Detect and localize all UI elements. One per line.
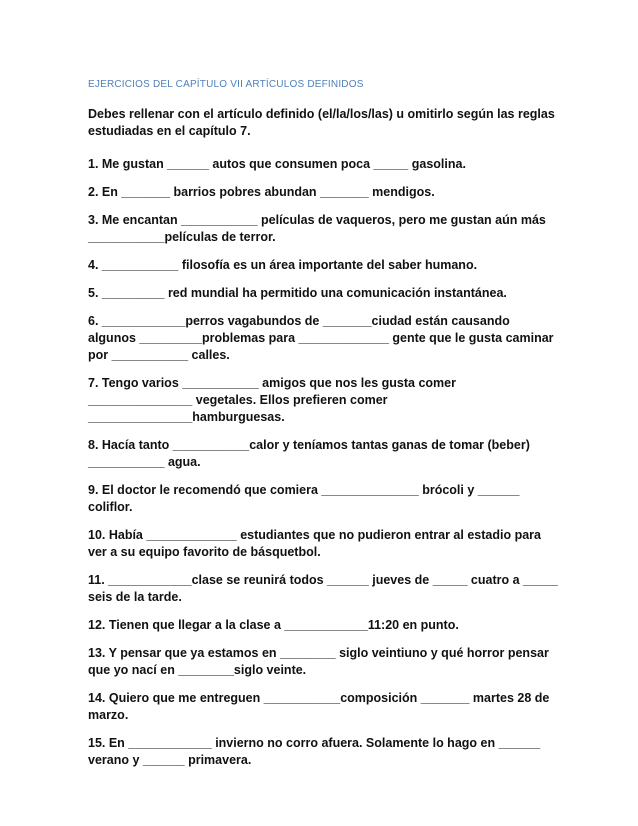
exercise-2: 2. En _______ barrios pobres abundan _______ mendigos. [88, 185, 435, 199]
exercise-5: 5. _________ red mundial ha permitido una comunicación instantánea. [88, 286, 507, 300]
exercise-4: 4. ___________ filosofía es un área importante del saber humano. [88, 258, 478, 272]
exercise-12: 12. Tienen que llegar a la clase a ____________11:20 en punto. [88, 618, 459, 632]
document-title: EJERCICIOS DEL CAPÍTULO VII ARTÍCULOS DEFINIDOS [88, 79, 364, 90]
exercise-14: 14. Quiero que me entreguen ___________composición _______ martes 28 de marzo. [88, 691, 553, 722]
exercise-11: 11. ____________clase se reunirá todos ______ jueves de _____ cuatro a _____ seis de la tarde. [88, 573, 562, 604]
exercise-8: 8. Hacía tanto ___________calor y teníamos tantas ganas de tomar (beber) ___________ agua. [88, 438, 534, 469]
worksheet-page [88, 78, 562, 780]
exercise-6: 6. ____________perros vagabundos de _______ciudad están causando algunos _________problemas para _____________ gente que le gusta caminar por ___________ calles. [88, 314, 558, 362]
exercise-1: 1. Me gustan ______ autos que consumen poca _____ gasolina. [88, 157, 466, 171]
exercise-15: 15. En ____________ invierno no corro afuera. Solamente lo hago en ______ verano y ______ primavera. [88, 736, 544, 767]
instructions-paragraph: Debes rellenar con el artículo definido (el/la/los/las) u omitirlo según las reglas estudiadas en el capítulo 7. [88, 107, 555, 138]
exercise-9: 9. El doctor le recomendó que comiera ______________ brócoli y ______ coliflor. [88, 483, 523, 514]
exercise-13: 13. Y pensar que ya estamos en ________ siglo veintiuno y qué horror pensar que yo nací en ________siglo veinte. [88, 646, 553, 677]
exercise-10: 10. Había _____________ estudiantes que no pudieron entrar al estadio para ver a su equipo favorito de básquetbol. [88, 528, 545, 559]
exercise-3: 3. Me encantan ___________ películas de vaqueros, pero me gustan aún más ___________películas de terror. [88, 213, 550, 244]
exercise-7: 7. Tengo varios ___________ amigos que nos les gusta comer _______________ vegetales. Ellos prefieren comer _______________hamburguesas. [88, 376, 460, 424]
